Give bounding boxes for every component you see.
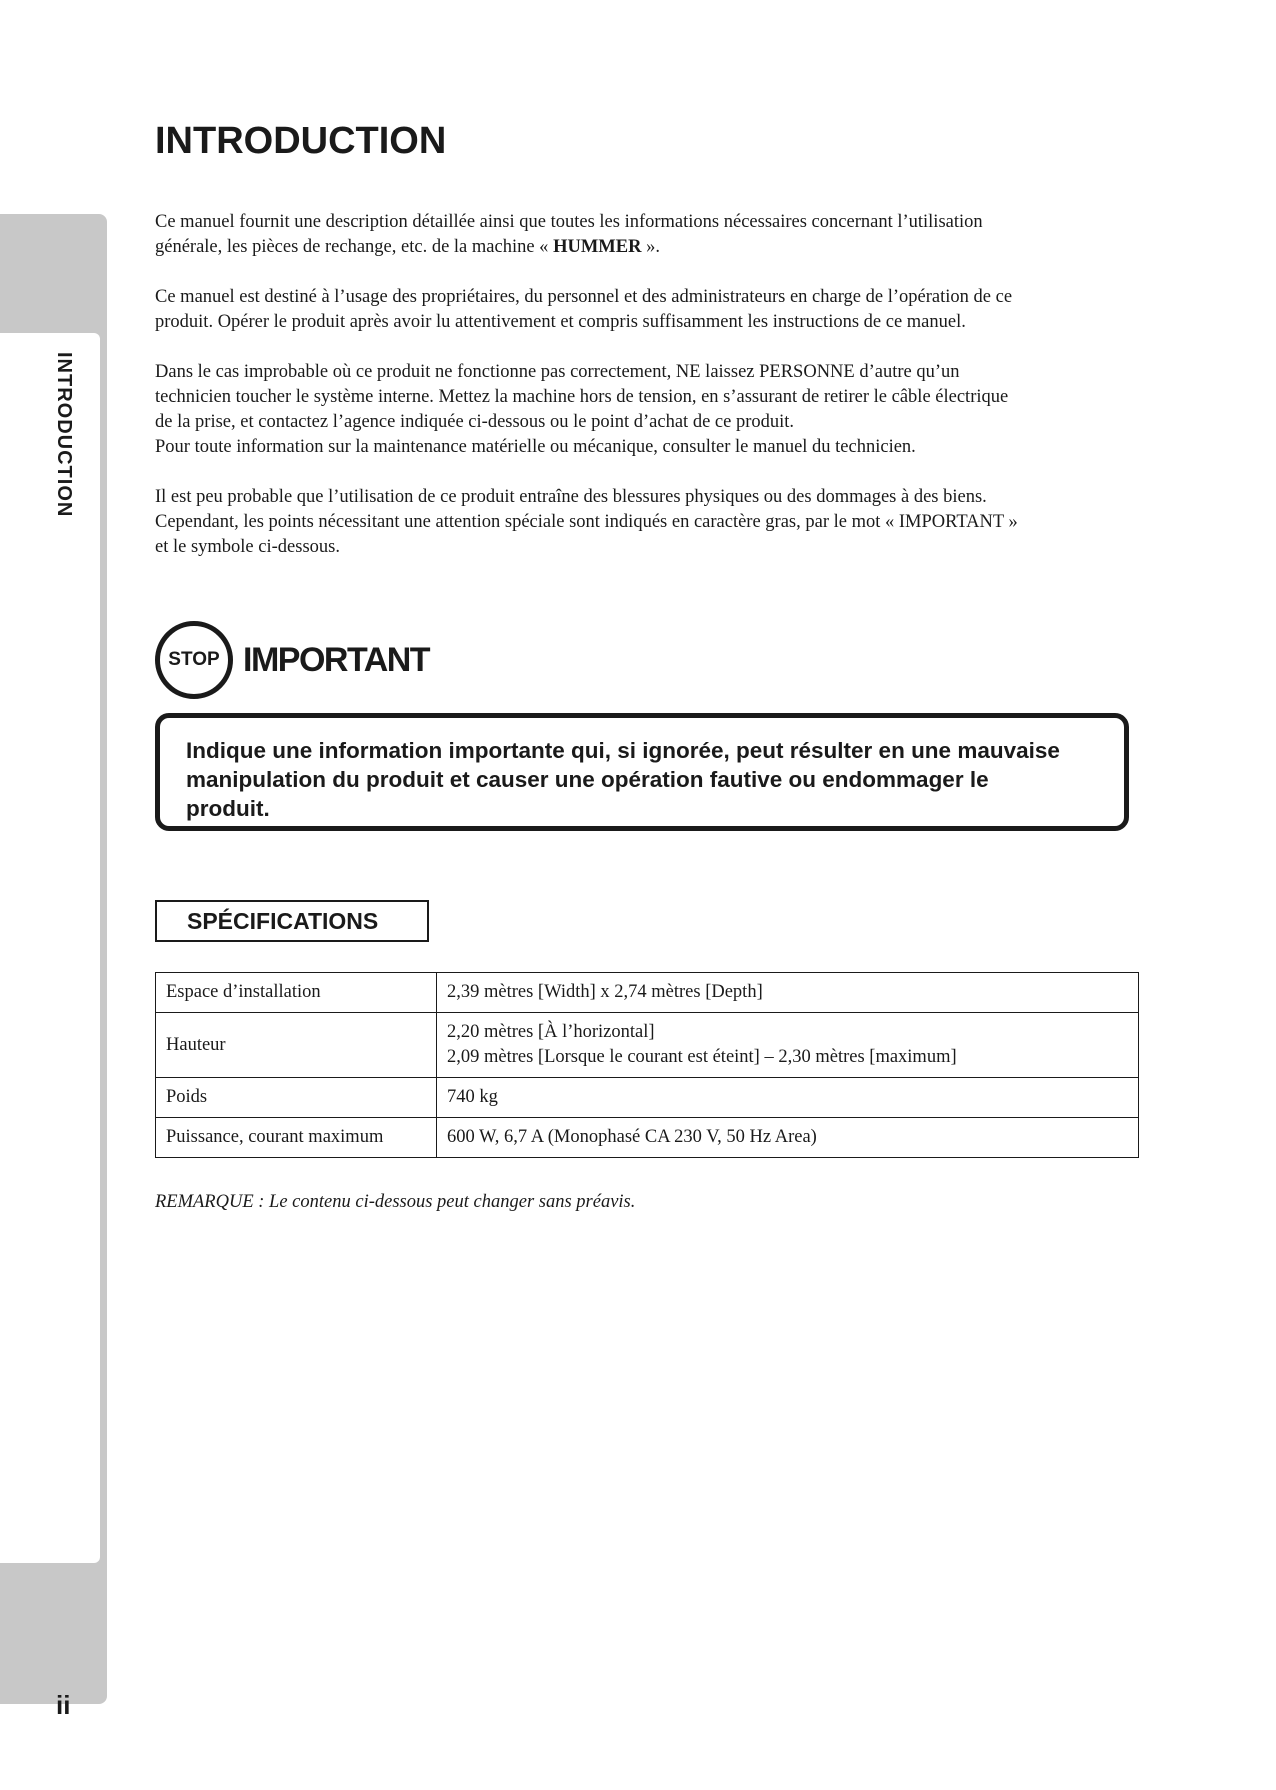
specifications-heading: SPÉCIFICATIONS bbox=[155, 900, 429, 942]
notice-line: manipulation du produit et causer une opération fautive ou endommager le bbox=[186, 767, 989, 792]
page-title: INTRODUCTION bbox=[155, 120, 447, 162]
table-row bbox=[156, 1013, 1139, 1078]
intro-paragraph-4 bbox=[155, 485, 1145, 560]
spec-value-line: 2,09 mètres [Lorsque le courant est éteint] – 2,30 mètres [maximum] bbox=[447, 1047, 957, 1067]
stop-icon: STOP bbox=[155, 621, 233, 699]
text-line: Ce manuel est destiné à l’usage des propriétaires, du personnel et des administrateurs en charge de l’opération de ce bbox=[155, 287, 1013, 307]
important-heading bbox=[155, 622, 429, 698]
machine-name: HUMMER bbox=[553, 237, 642, 257]
side-tab-label: INTRODUCTION bbox=[53, 352, 75, 518]
text-line: et le symbole ci-dessous. bbox=[155, 537, 340, 557]
text-line: Dans le cas improbable où ce produit ne fonctionne pas correctement, NE laissez PERSONNE d’autre qu’un bbox=[155, 362, 960, 382]
text-line: Il est peu probable que l’utilisation de ce produit entraîne des blessures physiques ou des dommages à des biens. bbox=[155, 487, 987, 507]
specifications-table bbox=[155, 972, 1139, 1158]
spec-label: Puissance, courant maximum bbox=[156, 1118, 437, 1158]
text-line: Pour toute information sur la maintenance matérielle ou mécanique, consulter le manuel du technicien. bbox=[155, 437, 916, 457]
side-tab-panel bbox=[0, 333, 100, 1563]
spec-value bbox=[437, 1013, 1139, 1078]
text-line: Cependant, les points nécessitant une attention spéciale sont indiqués en caractère gras, par le mot « IMPORTANT » bbox=[155, 512, 1018, 532]
spec-label: Hauteur bbox=[156, 1013, 437, 1078]
text-line: technicien toucher le système interne. Mettez la machine hors de tension, en s’assurant de retirer le câble électrique bbox=[155, 387, 1009, 407]
text-line: produit. Opérer le produit après avoir lu attentivement et compris suffisamment les instructions de ce manuel. bbox=[155, 312, 966, 332]
spec-label: Espace d’installation bbox=[156, 973, 437, 1013]
intro-paragraph-1 bbox=[155, 210, 1145, 260]
table-row bbox=[156, 1118, 1139, 1158]
notice-line: Indique une information importante qui, si ignorée, peut résulter en une mauvaise bbox=[186, 738, 1060, 763]
intro-text bbox=[155, 210, 1145, 585]
spec-value: 740 kg bbox=[437, 1078, 1139, 1118]
intro-paragraph-3 bbox=[155, 360, 1145, 460]
text-line: Ce manuel fournit une description détaillée ainsi que toutes les informations nécessaires concernant l’utilisation bbox=[155, 212, 983, 232]
text-line: générale, les pièces de rechange, etc. de la machine « HUMMER ». bbox=[155, 237, 660, 257]
page-number: ii bbox=[56, 1690, 71, 1720]
important-notice-box bbox=[155, 713, 1129, 831]
table-row bbox=[156, 973, 1139, 1013]
intro-paragraph-2 bbox=[155, 285, 1145, 335]
spec-value: 600 W, 6,7 A (Monophasé CA 230 V, 50 Hz Area) bbox=[437, 1118, 1139, 1158]
table-row bbox=[156, 1078, 1139, 1118]
notice-line: produit. bbox=[186, 796, 270, 821]
spec-value: 2,39 mètres [Width] x 2,74 mètres [Depth] bbox=[437, 973, 1139, 1013]
important-title: IMPORTANT bbox=[243, 640, 430, 679]
text-line: de la prise, et contactez l’agence indiquée ci-dessous ou le point d’achat de ce produit. bbox=[155, 412, 795, 432]
spec-label: Poids bbox=[156, 1078, 437, 1118]
remark-note: REMARQUE : Le contenu ci-dessous peut changer sans préavis. bbox=[155, 1192, 636, 1212]
spec-value-line: 2,20 mètres [À l’horizontal] bbox=[447, 1022, 655, 1042]
